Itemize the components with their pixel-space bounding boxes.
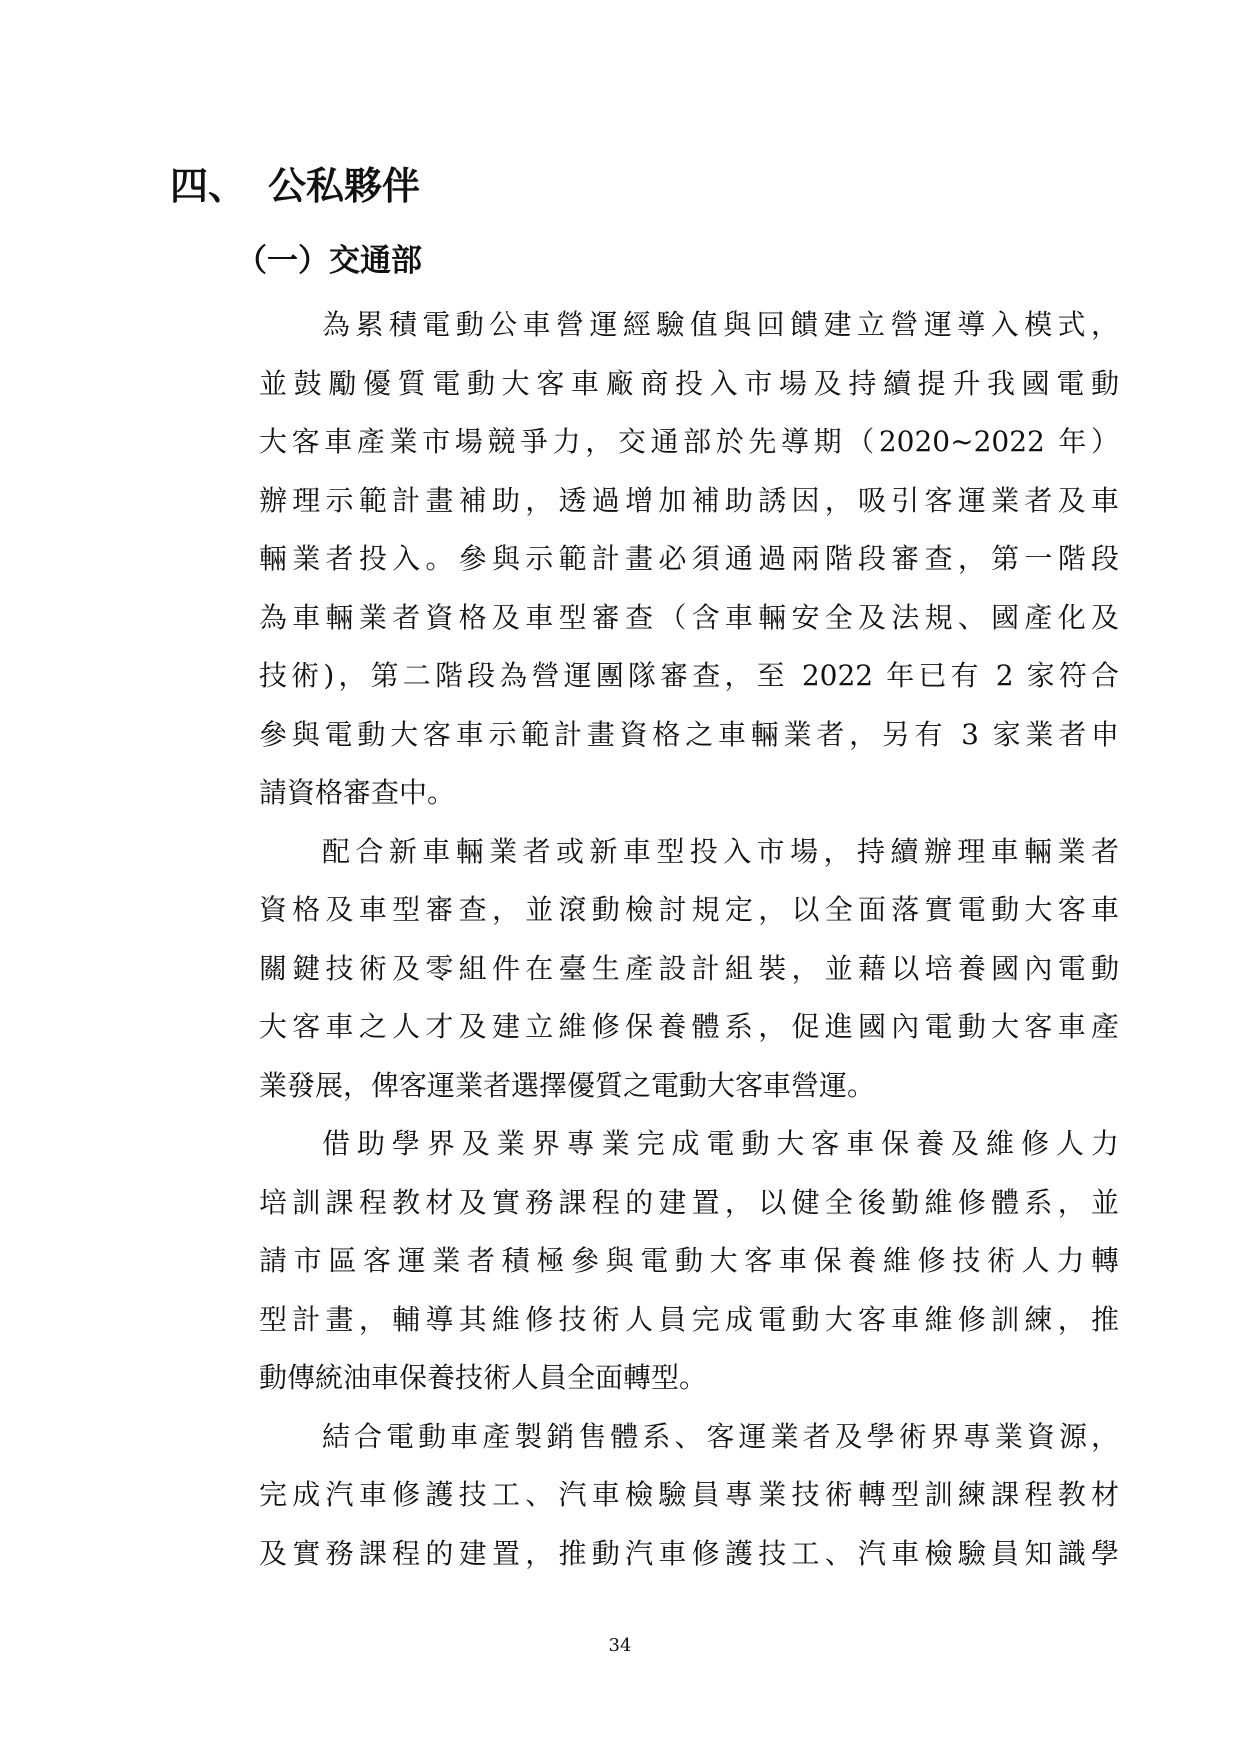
paragraph-line: 業發展，俾客運業者選擇優質之電動大客車營運。 [259, 1068, 876, 1102]
paragraph-line: 資格及車型審查，並滾動檢討規定，以全面落實電動大客車 [259, 893, 1119, 926]
section-number: 四、 [170, 163, 247, 208]
paragraph-line: 請資格審查中。 [259, 776, 456, 809]
paragraph-line: 培訓課程教材及實務課程的建置，以健全後勤維修體系，並 [259, 1185, 1119, 1219]
section-heading [170, 158, 420, 214]
paragraph-line: 借助學界及業界專業完成電動大客車保養及維修人力 [322, 1127, 1119, 1160]
paragraph-line: 請市區客運業者積極參與電動大客車保養維修技術人力轉 [259, 1244, 1119, 1277]
paragraph-line: 為車輛業者資格及車型審查（含車輛安全及法規、國產化及 [259, 600, 1119, 634]
page-number: 34 [608, 1635, 632, 1656]
subsection-heading: （一）交通部 [236, 243, 422, 279]
body-text [259, 296, 1119, 1583]
paragraph-line: 技術)，第二階段為營運團隊審查，至 2022 年已有 2 家符合 [259, 659, 1119, 692]
paragraph-line: 完成汽車修護技工、汽車檢驗員專業技術轉型訓練課程教材 [259, 1478, 1119, 1511]
paragraph-line: 辦理示範計畫補助，透過增加補助誘因，吸引客運業者及車 [259, 483, 1119, 517]
paragraph-line: 配合新車輛業者或新車型投入市場，持續辦理車輛業者 [322, 834, 1119, 868]
paragraph-line: 參與電動大客車示範計畫資格之車輛業者，另有 3 家業者申 [259, 717, 1119, 751]
paragraph-line: 關鍵技術及零組件在臺生產設計組裝，並藉以培養國內電動 [259, 951, 1119, 985]
paragraph-line: 結合電動車產製銷售體系、客運業者及學術界專業資源， [322, 1419, 1119, 1453]
section-title: 公私夥伴 [268, 163, 421, 208]
paragraph-line: 大客車之人才及建立維修保養體系，促進國內電動大客車產 [259, 1010, 1119, 1043]
paragraph-line: 為累積電動公車營運經驗值與回饋建立營運導入模式， [322, 308, 1119, 341]
paragraph-line: 動傳統油車保養技術人員全面轉型。 [259, 1361, 708, 1394]
paragraph-line: 及實務課程的建置，推動汽車修護技工、汽車檢驗員知識學 [259, 1536, 1119, 1570]
paragraph-line: 並鼓勵優質電動大客車廠商投入市場及持續提升我國電動 [259, 366, 1119, 400]
paragraph-line: 輛業者投入。參與示範計畫必須通過兩階段審查，第一階段 [259, 542, 1119, 575]
paragraph-line: 型計畫，輔導其維修技術人員完成電動大客車維修訓練，推 [259, 1302, 1119, 1336]
paragraph-line: 大客車產業市場競爭力，交通部於先導期（2020~2022 年） [259, 425, 1119, 458]
